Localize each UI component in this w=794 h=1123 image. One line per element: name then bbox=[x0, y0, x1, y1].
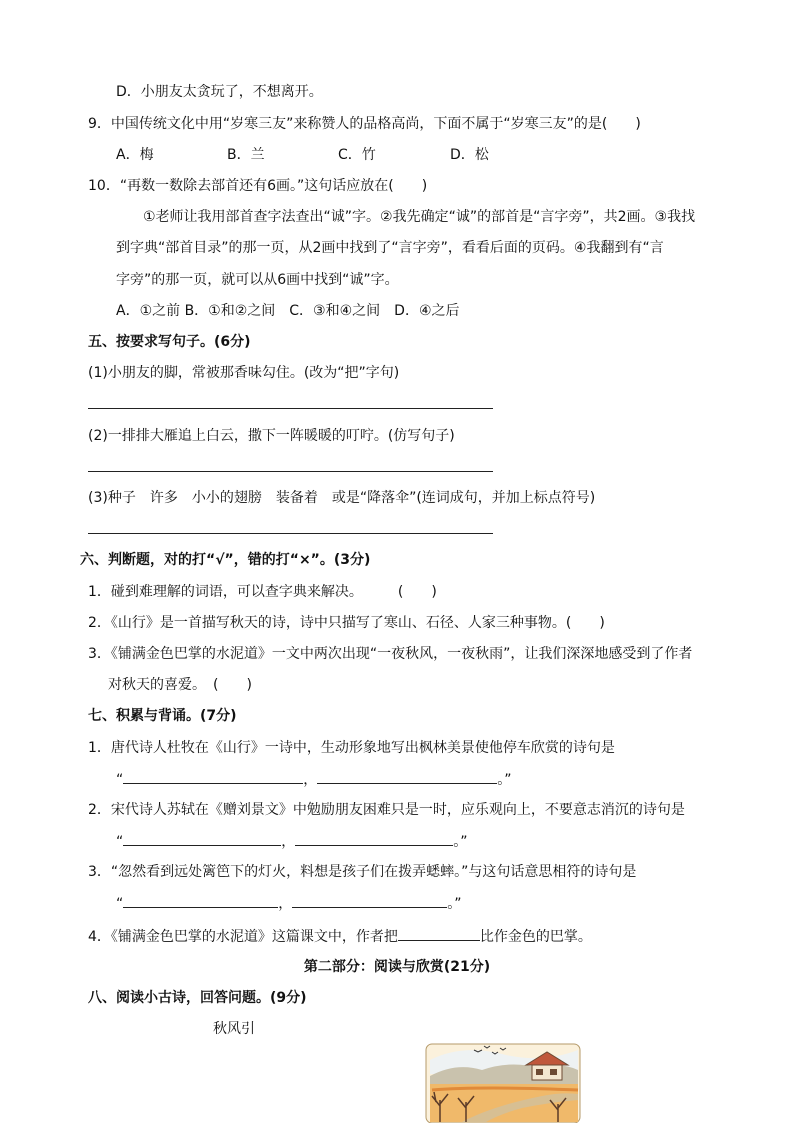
blank-q1-1[interactable] bbox=[123, 769, 303, 784]
open-quote: “ bbox=[116, 896, 124, 912]
blank-q3-1[interactable] bbox=[123, 893, 278, 908]
q4-text-b: 比作金色的巴掌。 bbox=[479, 929, 592, 945]
section7-q4 bbox=[88, 926, 592, 947]
q9-option-c: C．竹 bbox=[338, 147, 376, 163]
part2-title: 第二部分：阅读与欣赏(21分) bbox=[303, 959, 491, 975]
q10-stem: 10．“再数一数除去部首还有6画。”这句话应放在( ) bbox=[88, 178, 428, 194]
open-quote: “ bbox=[116, 834, 124, 850]
section7-q1: 1．唐代诗人杜牧在《山行》一诗中，生动形象地写出枫林美景使他停车欣赏的诗句是 bbox=[88, 740, 615, 756]
q10-passage-line-2: 到字典“部首目录”的那一页，从2画中找到了“言字旁”，看看后面的页码。④我翻到有“言 bbox=[116, 240, 664, 256]
section5-item-2: (2)一排排大雁追上白云，撒下一阵暖暖的叮咛。(仿写句子) bbox=[88, 428, 455, 444]
blank-q1-2[interactable] bbox=[317, 769, 497, 784]
open-quote: “ bbox=[116, 772, 124, 788]
section7-q2: 2．宋代诗人苏轼在《赠刘景文》中勉励朋友困难只是一时，应乐观向上，不要意志消沉的诗句是 bbox=[88, 802, 685, 818]
section7-q3: 3．“忽然看到远处篱笆下的灯火，料想是孩子们在拨弄蟋蟀。”与这句话意思相符的诗句是 bbox=[88, 864, 637, 880]
answer-line-3[interactable] bbox=[88, 533, 493, 534]
blank-q4[interactable] bbox=[398, 926, 480, 941]
comma: ， bbox=[278, 896, 293, 912]
q10-passage-line-1: ①老师让我用部首查字法查出“诚”字。②我先确定“诚”的部首是“言字旁”，共2画。③我找 bbox=[143, 209, 696, 225]
section8-title: 八、阅读小古诗，回答问题。(9分) bbox=[88, 990, 307, 1006]
section5-title: 五、按要求写句子。(6分) bbox=[88, 334, 251, 350]
end-period: 。” bbox=[453, 834, 468, 850]
q10-passage-line-3: 字旁”的那一页，就可以从6画中找到“诚”字。 bbox=[116, 272, 399, 288]
section7-q3-answer bbox=[116, 893, 462, 914]
q9-stem: 9．中国传统文化中用“岁寒三友”来称赞人的品格高尚，下面不属于“岁寒三友”的是( ) bbox=[88, 116, 641, 132]
q9-option-b: B．兰 bbox=[227, 147, 265, 163]
section6-item-1: 1．碰到难理解的词语，可以查字典来解决。 ( ) bbox=[88, 584, 437, 600]
section6-item-3: 3．《铺满金色巴掌的水泥道》一文中两次出现“一夜秋风，一夜秋雨”，让我们深深地感受到了作者 bbox=[88, 646, 693, 662]
q9-option-d: D．松 bbox=[450, 147, 489, 163]
end-period: 。” bbox=[497, 772, 512, 788]
answer-line-2[interactable] bbox=[88, 471, 493, 472]
section7-title: 七、积累与背诵。(7分) bbox=[88, 708, 237, 724]
autumn-landscape-illustration bbox=[422, 1040, 584, 1123]
blank-q3-2[interactable] bbox=[292, 893, 447, 908]
answer-line-1[interactable] bbox=[88, 408, 493, 409]
section6-item-2: 2．《山行》是一首描写秋天的诗，诗中只描写了寒山、石径、人家三种事物。( ) bbox=[88, 615, 605, 631]
poem-title: 秋风引 bbox=[213, 1021, 255, 1037]
q8-option-d: D．小朋友太贪玩了，不想离开。 bbox=[116, 84, 323, 100]
section7-q2-answer bbox=[116, 831, 468, 852]
section5-item-3: (3)种子 许多 小小的翅膀 装备着 或是“降落伞”(连词成句，并加上标点符号) bbox=[88, 490, 596, 506]
end-period: 。” bbox=[447, 896, 462, 912]
q9-option-a: A．梅 bbox=[116, 147, 154, 163]
q10-options: A．①之前 B．①和②之间 C．③和④之间 D．④之后 bbox=[116, 303, 460, 319]
section5-item-1: (1)小朋友的脚，常被那香味勾住。(改为“把”字句) bbox=[88, 365, 400, 381]
section6-title: 六、判断题，对的打“√”，错的打“×”。(3分) bbox=[80, 552, 371, 568]
comma: ， bbox=[281, 834, 296, 850]
blank-q2-2[interactable] bbox=[295, 831, 453, 846]
section7-q1-answer bbox=[116, 769, 512, 790]
section6-item-3-cont: 对秋天的喜爱。 ( ) bbox=[108, 677, 252, 693]
q4-text-a: 4．《铺满金色巴掌的水泥道》这篇课文中，作者把 bbox=[88, 929, 398, 945]
blank-q2-1[interactable] bbox=[123, 831, 281, 846]
comma: ， bbox=[303, 772, 318, 788]
